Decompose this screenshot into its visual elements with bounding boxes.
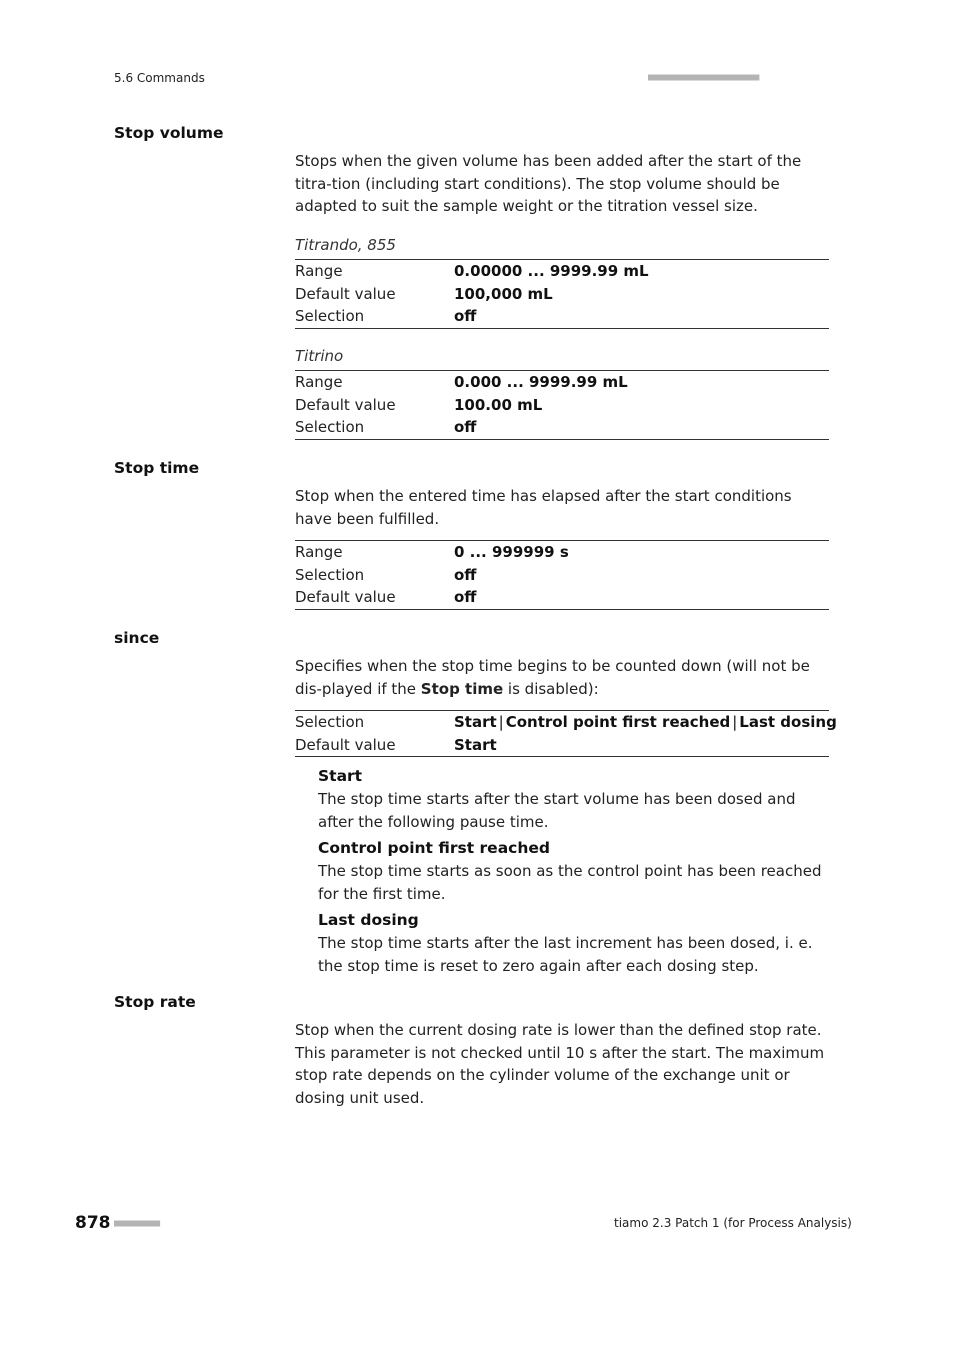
page-number: 878: [75, 1213, 111, 1233]
parameter-table-titrando: [295, 259, 829, 329]
param-value: Start: [454, 735, 497, 754]
footer-decoration-dots: ■■■■■■■■■: [114, 1218, 160, 1229]
stop-time-description: Stop when the entered time has elapsed after the start conditions have been fulfilled.: [295, 487, 792, 528]
parameter-table-titrino: [295, 370, 829, 440]
table-row: [295, 283, 829, 306]
option-text-last-dosing: The stop time starts after the last increment has been dosed, i. e. the stop time is reset to zero again after each dosing step.: [318, 934, 813, 975]
param-key: Range: [295, 543, 343, 561]
param-key: Selection: [295, 565, 365, 584]
table-row: [295, 371, 829, 394]
section-title-stop-time: Stop time: [114, 459, 200, 477]
table-caption-titrino: Titrino: [295, 347, 344, 365]
param-value: 100.00 mL: [454, 395, 543, 414]
stop-rate-description: Stop when the current dosing rate is lower than the defined stop rate. This parameter is not checked until 10 s after the start. The maximum stop rate depends on the cylinder volume of the exchange unit or dosing unit used.: [295, 1021, 825, 1107]
table-row: [295, 711, 837, 734]
stop-volume-description: Stops when the given volume has been added after the start of the titra-tion (including start conditions). The stop volume should be adapted to suit the sample weight or the titration vessel size.: [295, 152, 802, 215]
option-text-start: The stop time starts after the start volume has been dosed and after the following pause time.: [318, 790, 796, 831]
parameter-table-stop-time: [295, 540, 829, 610]
since-description: [295, 655, 829, 700]
param-key: Selection: [295, 418, 365, 436]
param-value: off: [454, 418, 477, 436]
param-value: off: [454, 307, 477, 325]
table-row: [295, 734, 829, 757]
param-value: 100,000 mL: [454, 284, 553, 303]
option-separator: |: [498, 713, 504, 731]
table-row: [295, 586, 829, 609]
param-value: off: [454, 588, 477, 606]
option-text-control-point: The stop time starts as soon as the control point has been reached for the first time.: [318, 862, 822, 903]
section-title-stop-volume: Stop volume: [114, 124, 224, 142]
option-separator: |: [732, 713, 738, 731]
option-title-start: Start: [318, 767, 363, 785]
option-last-dosing: Last dosing: [739, 713, 837, 731]
table-row: [295, 416, 829, 439]
running-header-section: 5.6 Commands: [114, 71, 205, 85]
param-key: Default value: [295, 395, 396, 414]
option-title-control-point: Control point first reached: [318, 839, 550, 857]
param-value-options: [454, 711, 837, 734]
option-control-point: Control point first reached: [505, 713, 731, 731]
param-key: Range: [295, 373, 343, 391]
param-key: Selection: [295, 307, 365, 325]
param-value: 0.00000 ... 9999.99 mL: [454, 262, 649, 280]
param-value: off: [454, 565, 477, 584]
table-caption-titrando: Titrando, 855: [295, 236, 396, 254]
option-start: Start: [454, 713, 497, 731]
parameter-table-since: [295, 710, 837, 757]
param-value: 0.000 ... 9999.99 mL: [454, 373, 628, 391]
header-decoration-dots: ■■■■■■■■■■■■■■■■■■■■■■: [648, 72, 759, 83]
table-row: [295, 394, 829, 417]
option-title-last-dosing: Last dosing: [318, 911, 419, 929]
table-row: [295, 541, 829, 564]
table-row: [295, 305, 829, 328]
table-row: [295, 260, 829, 283]
footer-product-name: tiamo 2.3 Patch 1 (for Process Analysis): [614, 1216, 852, 1230]
since-description-emphasis: Stop time: [420, 679, 504, 698]
param-value: 0 ... 999999 s: [454, 543, 569, 561]
param-key: Range: [295, 262, 343, 280]
param-key: Selection: [295, 713, 365, 731]
since-description-text: Specifies when the stop time begins to be counted down (will not be dis-played if the: [295, 657, 810, 698]
table-row: [295, 564, 829, 587]
param-key: Default value: [295, 735, 396, 754]
param-key: Default value: [295, 588, 396, 606]
section-title-since: since: [114, 629, 160, 647]
since-description-text-end: is disabled):: [503, 679, 599, 698]
section-title-stop-rate: Stop rate: [114, 993, 196, 1011]
param-key: Default value: [295, 284, 396, 303]
